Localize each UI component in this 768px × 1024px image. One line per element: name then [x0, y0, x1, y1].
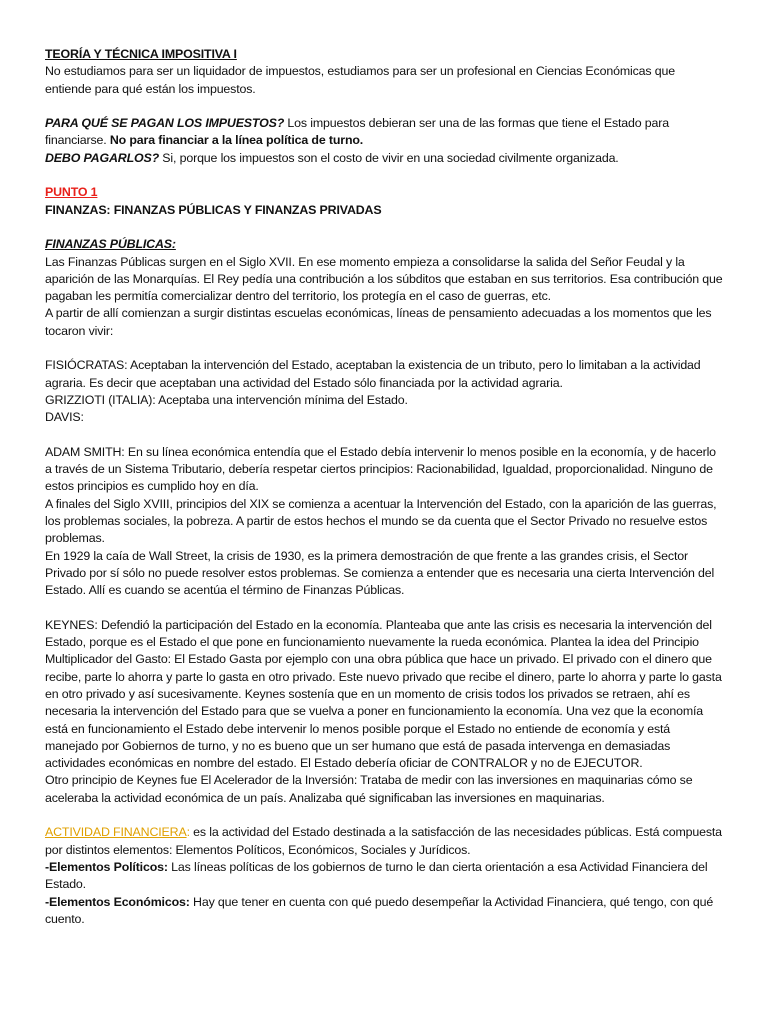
keynes-acelerador-paragraph: Otro principio de Keynes fue El Acelerador de la Inversión: Trataba de medir con las inversiones en maquinarias cómo se aceleraba la actividad económica de un país. Analizaba qué significaban las inversiones en maquinarias.: [45, 773, 693, 805]
intro-paragraph: No estudiamos para ser un liquidador de impuestos, estudiamos para ser un profesional en Ciencias Económicas que entiende para qué están los impuestos.: [45, 64, 675, 96]
question-1-bold: No para financiar a la línea política de turno.: [109, 133, 364, 148]
question-2-text: Si, porque los impuestos son el costo de vivir en una sociedad civilmente organizada.: [159, 150, 619, 165]
actividad-financiera-colon: :: [186, 825, 190, 840]
doc-title: TEORÍA Y TÉCNICA IMPOSITIVA I: [45, 47, 237, 61]
grizzioti-paragraph: GRIZZIOTI (ITALIA): Aceptaba una intervención mínima del Estado.: [45, 392, 408, 407]
finanzas-publicas-heading: FINANZAS PÚBLICAS:: [45, 237, 176, 252]
finanzas-publicas-paragraph-1: Las Finanzas Públicas surgen en el Siglo XVII. En ese momento empieza a consolidarse la salida del Señor Feudal y la aparición de las Monarquías. El Rey pedía una contribución a los súbditos que estaban en sus territorios. Esa contribución que pagaban les permitía comercializar dentro del territorio, los protegía en el caso de guerras, etc.: [45, 254, 723, 304]
punto-label: PUNTO 1: [45, 185, 98, 200]
actividad-financiera-paragraph: [45, 824, 724, 859]
elementos-economicos-text: Hay que tener en cuenta con qué puedo desempeñar la Actividad Financiera, qué tengo, con qué cuento.: [45, 894, 714, 926]
actividad-financiera-text: es la actividad del Estado destinada a la satisfacción de las necesidades públicas. Está compuesta por distintos elementos: Elementos Políticos, Económicos, Sociales y Jurídicos.: [45, 825, 722, 857]
elementos-economicos-label: -Elementos Económicos:: [45, 894, 190, 909]
crisis-1929-paragraph: En 1929 la caía de Wall Street, la crisis de 1930, es la primera demostración de que frente a las grandes crisis, el Sector Privado por sí sólo no puede resolver estos problemas. Se comienza a entender que es necesaria una cierta Intervención del Estado. Allí es cuando se acentúa el término de Finanzas Públicas.: [45, 548, 715, 598]
punto-title: FINANZAS: FINANZAS PÚBLICAS Y FINANZAS PRIVADAS: [45, 202, 382, 217]
question-1-label: PARA QUÉ SE PAGAN LOS IMPUESTOS?: [45, 116, 285, 131]
adam-smith-paragraph: ADAM SMITH: En su línea económica entendía que el Estado debía intervenir lo menos posible en la economía, y de hacerlo a través de un Sistema Tributario, debería respetar ciertos principios: Racionabilidad, Igualdad, proporcionalidad. Ninguno de estos principios es cumplido hoy en día.: [45, 444, 716, 494]
question-2-label: DEBO PAGARLOS?: [45, 150, 160, 165]
question-2: [45, 150, 724, 167]
elementos-politicos-text: Las líneas políticas de los gobiernos de turno le dan cierta orientación a esa Actividad Financiera del Estado.: [45, 859, 708, 892]
question-1: [45, 115, 724, 150]
actividad-financiera-label: ACTIVIDAD FINANCIERA: [45, 825, 187, 840]
keynes-paragraph: KEYNES: Defendió la participación del Estado en la economía. Planteaba que ante las crisis es necesaria la intervención del Estado, porque es el Estado el que pone en funcionamiento nuevamente la rueda económica. Plantea la idea del Principio Multiplicador del Gasto: El Estado Gasta por ejemplo con una obra pública que hace un privado. El privado con el dinero que recibe, parte lo ahorra y parte lo gasta en otro privado. Este nuevo privado que recibe el dinero, parte lo ahorra y parte lo gasta en otro privado y así sucesivamente. Keynes sostenía que en un momento de crisis todos los privados se retraen, ahí es necesaria la intervención del Estado para que se vuelva a poner en funcionamiento la economía. Una vez que la economía está en funcionamiento el Estado debe intervenir lo menos posible porque el Estado no entiende de economía y está manejado por Gobiernos de turno, y no es bueno que un ser humano que está de pasada intervenga en demasiadas actividades económicas en nombre del estado. El Estado debería oficiar de CONTRALOR y no de EJECUTOR.: [45, 617, 722, 771]
elementos-economicos-paragraph: [45, 894, 724, 929]
elementos-politicos-paragraph: [45, 859, 724, 894]
davis-paragraph: DAVIS:: [45, 410, 84, 425]
siglo-xviii-paragraph: A finales del Siglo XVIII, principios del XIX se comienza a acentuar la Intervención del Estado, con la aparición de las guerras, los problemas sociales, la pobreza. A partir de estos hechos el mundo se da cuenta que el Sector Privado no resuelve estos problemas.: [45, 496, 717, 546]
fisiocratas-paragraph: FISIÓCRATAS: Aceptaban la intervención del Estado, aceptaban la existencia de un tributo, pero lo limitaban a la actividad agraria. Es decir que aceptaban una actividad del Estado sólo financiada por la actividad agraria.: [45, 358, 701, 390]
elementos-politicos-label: -Elementos Políticos:: [45, 859, 168, 874]
finanzas-publicas-paragraph-2: A partir de allí comienzan a surgir distintas escuelas económicas, líneas de pensamiento adecuadas a los momentos que les tocaron vivir:: [45, 306, 712, 338]
question-1-text: Los impuestos debieran ser una de las formas que tiene el Estado para financiarse.: [45, 116, 670, 148]
